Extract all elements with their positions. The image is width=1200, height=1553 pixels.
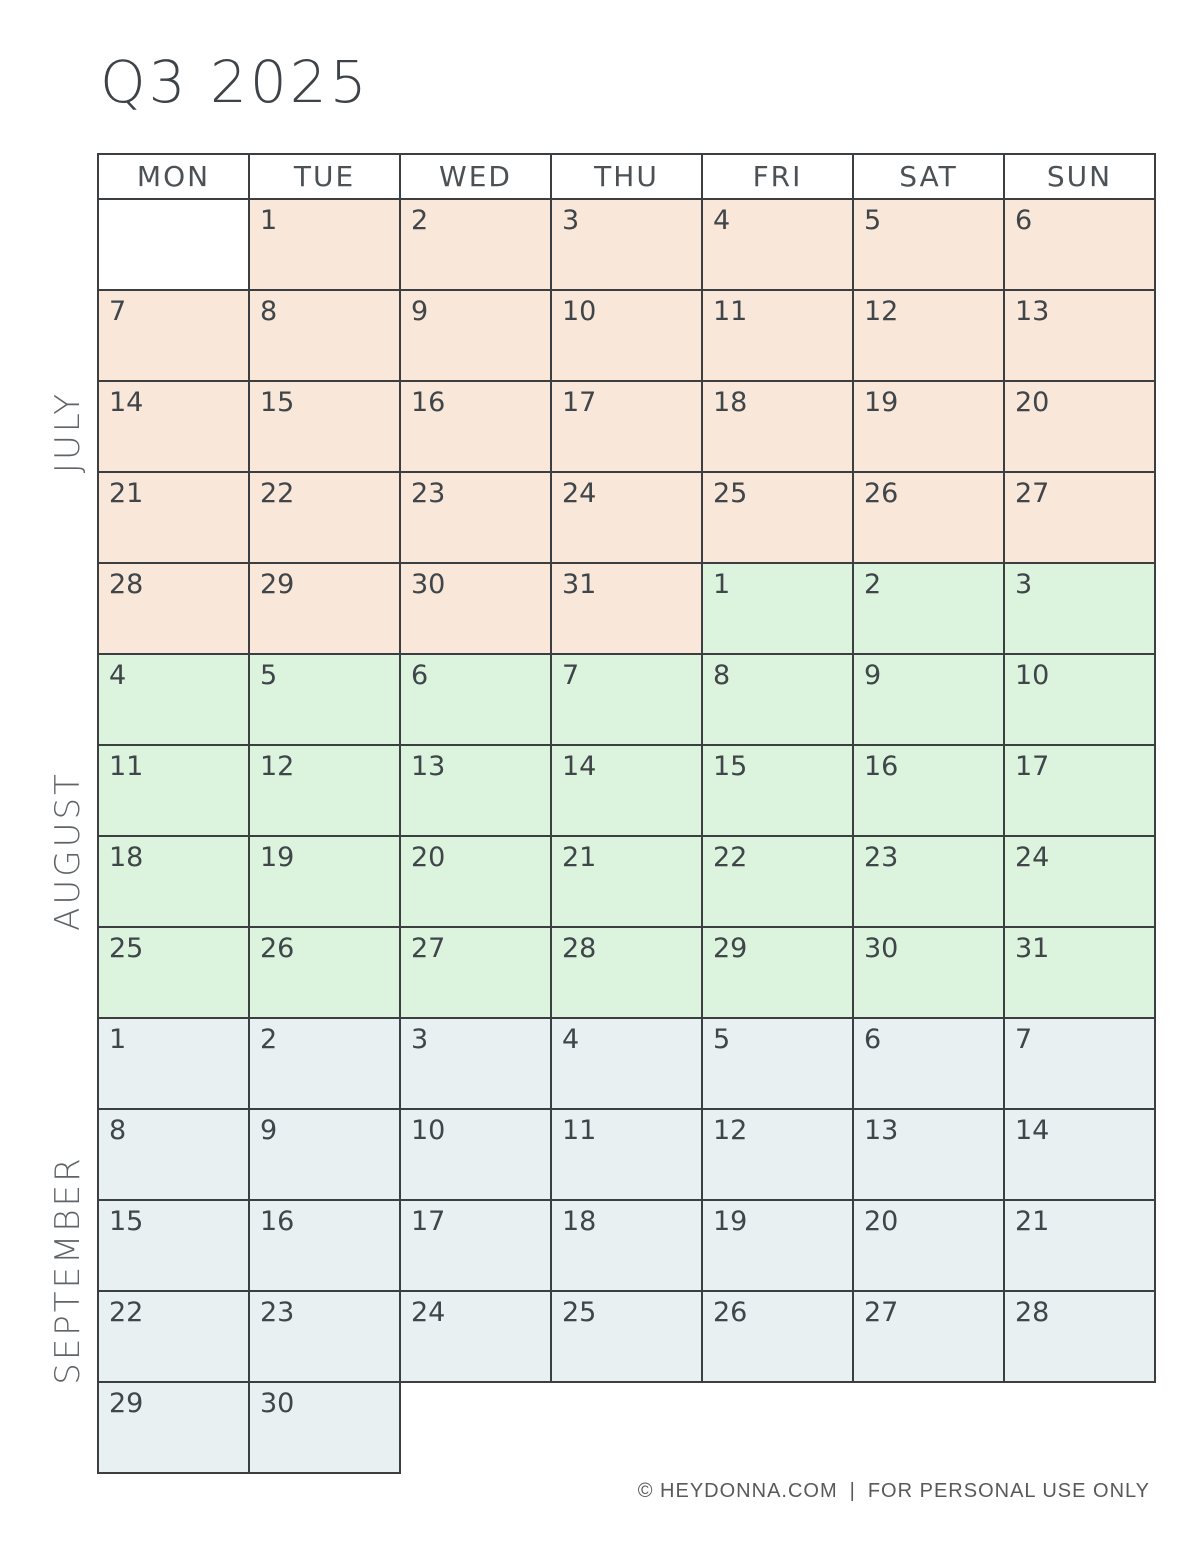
calendar-week-row [98,927,1155,1018]
day-cell [400,1109,551,1200]
day-cell [853,472,1004,563]
calendar-weeks [98,199,1155,1473]
day-cell [400,290,551,381]
day-cell [551,836,702,927]
weekday-header-sat: SAT [853,154,1004,199]
absent-cell [702,1382,853,1473]
calendar-week-row [98,199,1155,290]
day-cell [551,1018,702,1109]
weekday-header-wed: WED [400,154,551,199]
day-number: 16 [411,387,446,418]
day-number: 29 [713,933,748,964]
day-number: 30 [260,1388,295,1419]
day-cell [249,654,400,745]
calendar-week-row [98,1200,1155,1291]
day-number: 2 [260,1024,278,1055]
day-number: 15 [713,751,748,782]
day-number: 29 [260,569,295,600]
day-cell [551,1109,702,1200]
day-cell [702,472,853,563]
blank-cell [98,199,249,290]
day-number: 25 [109,933,144,964]
day-cell [249,1200,400,1291]
day-number: 12 [713,1115,748,1146]
day-cell [249,836,400,927]
day-number: 2 [864,569,882,600]
day-number: 1 [109,1024,127,1055]
day-number: 24 [1015,842,1050,873]
day-number: 14 [109,387,144,418]
day-cell [249,1382,400,1473]
day-number: 21 [562,842,597,873]
day-cell [551,745,702,836]
day-cell [98,1382,249,1473]
day-cell [249,1109,400,1200]
day-cell [853,654,1004,745]
day-number: 31 [1015,933,1050,964]
day-number: 20 [1015,387,1050,418]
day-number: 1 [713,569,731,600]
footer-usage: FOR PERSONAL USE ONLY [867,1480,1150,1502]
day-number: 28 [109,569,144,600]
day-number: 6 [1015,205,1033,236]
absent-cell [551,1382,702,1473]
day-cell [551,199,702,290]
day-cell [1004,1018,1155,1109]
day-number: 11 [713,296,748,327]
day-number: 9 [864,660,882,691]
day-number: 14 [562,751,597,782]
day-number: 10 [562,296,597,327]
day-cell [249,472,400,563]
day-cell [98,654,249,745]
day-cell [98,290,249,381]
day-number: 18 [713,387,748,418]
day-cell [702,654,853,745]
day-number: 17 [1015,751,1050,782]
day-cell [702,381,853,472]
day-number: 29 [109,1388,144,1419]
day-number: 26 [864,478,899,509]
day-number: 5 [864,205,882,236]
day-number: 10 [411,1115,446,1146]
weekday-header-fri: FRI [702,154,853,199]
day-cell [1004,290,1155,381]
day-number: 24 [562,478,597,509]
day-number: 15 [109,1206,144,1237]
day-number: 16 [260,1206,295,1237]
day-cell [400,381,551,472]
day-cell [702,1109,853,1200]
day-cell [702,745,853,836]
day-number: 25 [713,478,748,509]
day-cell [702,199,853,290]
day-cell [98,1291,249,1382]
day-cell [702,927,853,1018]
calendar-week-row [98,1382,1155,1473]
day-number: 8 [260,296,278,327]
day-cell [249,1018,400,1109]
day-cell [98,1109,249,1200]
day-number: 12 [864,296,899,327]
day-cell [853,745,1004,836]
footer-divider: | [849,1480,856,1502]
day-number: 15 [260,387,295,418]
day-number: 4 [713,205,731,236]
day-cell [853,1200,1004,1291]
day-number: 22 [713,842,748,873]
day-cell [1004,1291,1155,1382]
day-cell [249,563,400,654]
day-number: 26 [260,933,295,964]
day-cell [551,1200,702,1291]
day-number: 13 [864,1115,899,1146]
day-number: 21 [109,478,144,509]
day-cell [249,199,400,290]
day-number: 1 [260,205,278,236]
day-number: 3 [411,1024,429,1055]
day-number: 7 [109,296,127,327]
day-number: 6 [864,1024,882,1055]
day-cell [400,563,551,654]
weekday-header-sun: SUN [1004,154,1155,199]
day-cell [249,381,400,472]
calendar-week-row [98,654,1155,745]
day-number: 31 [562,569,597,600]
day-cell [702,290,853,381]
day-number: 2 [411,205,429,236]
day-number: 3 [1015,569,1033,600]
day-number: 13 [411,751,446,782]
day-cell [400,199,551,290]
day-number: 22 [109,1297,144,1328]
day-cell [702,1200,853,1291]
day-cell [1004,927,1155,1018]
day-number: 8 [109,1115,127,1146]
day-number: 28 [1015,1297,1050,1328]
day-number: 9 [411,296,429,327]
day-cell [853,927,1004,1018]
day-number: 8 [713,660,731,691]
absent-cell [1004,1382,1155,1473]
day-number: 25 [562,1297,597,1328]
day-cell [98,745,249,836]
day-cell [702,563,853,654]
calendar-week-row [98,472,1155,563]
calendar-week-row [98,381,1155,472]
day-cell [551,1291,702,1382]
absent-cell [853,1382,1004,1473]
day-cell [400,472,551,563]
footer [638,1480,1150,1503]
day-cell [702,1291,853,1382]
day-cell [853,199,1004,290]
day-cell [551,927,702,1018]
day-cell [1004,1109,1155,1200]
day-number: 18 [562,1206,597,1237]
day-cell [400,1200,551,1291]
day-number: 19 [713,1206,748,1237]
calendar-week-row [98,563,1155,654]
day-cell [98,1018,249,1109]
footer-copyright: © HEYDONNA.COM [637,1480,838,1502]
day-cell [400,836,551,927]
day-number: 4 [109,660,127,691]
day-number: 27 [411,933,446,964]
day-number: 10 [1015,660,1050,691]
day-cell [400,927,551,1018]
day-cell [98,927,249,1018]
day-cell [1004,836,1155,927]
day-number: 20 [864,1206,899,1237]
day-number: 20 [411,842,446,873]
day-cell [1004,199,1155,290]
day-number: 23 [411,478,446,509]
day-number: 7 [562,660,580,691]
day-cell [400,745,551,836]
day-cell [702,836,853,927]
month-label-july: JULY [48,390,88,474]
day-cell [853,836,1004,927]
day-number: 23 [864,842,899,873]
day-cell [98,381,249,472]
day-number: 9 [260,1115,278,1146]
day-cell [98,1200,249,1291]
day-number: 11 [562,1115,597,1146]
weekday-header-mon: MON [98,154,249,199]
day-number: 27 [864,1297,899,1328]
day-number: 3 [562,205,580,236]
day-cell [551,654,702,745]
calendar-week-row [98,745,1155,836]
day-number: 26 [713,1297,748,1328]
day-number: 21 [1015,1206,1050,1237]
day-cell [551,381,702,472]
calendar-week-row [98,1291,1155,1382]
absent-cell [400,1382,551,1473]
day-number: 24 [411,1297,446,1328]
month-label-september: SEPTEMBER [48,1155,88,1385]
day-number: 23 [260,1297,295,1328]
day-cell [1004,381,1155,472]
day-cell [98,563,249,654]
day-cell [853,563,1004,654]
day-cell [249,745,400,836]
day-cell [1004,1200,1155,1291]
day-cell [400,1291,551,1382]
day-number: 30 [864,933,899,964]
weekday-header-tue: TUE [249,154,400,199]
day-cell [98,836,249,927]
day-number: 14 [1015,1115,1050,1146]
day-cell [249,290,400,381]
day-number: 30 [411,569,446,600]
day-number: 27 [1015,478,1050,509]
day-number: 5 [260,660,278,691]
day-number: 18 [109,842,144,873]
day-cell [1004,745,1155,836]
day-cell [249,927,400,1018]
day-cell [1004,563,1155,654]
calendar-week-row [98,1018,1155,1109]
day-number: 7 [1015,1024,1033,1055]
day-cell [853,1109,1004,1200]
day-number: 16 [864,751,899,782]
day-number: 12 [260,751,295,782]
day-number: 28 [562,933,597,964]
day-number: 13 [1015,296,1050,327]
calendar-week-row [98,290,1155,381]
day-cell [551,472,702,563]
day-cell [853,1291,1004,1382]
day-cell [551,563,702,654]
day-cell [98,472,249,563]
day-number: 19 [864,387,899,418]
day-number: 4 [562,1024,580,1055]
calendar-week-row [98,1109,1155,1200]
day-cell [249,1291,400,1382]
month-label-august: AUGUST [48,771,88,931]
day-cell [853,381,1004,472]
day-cell [853,1018,1004,1109]
day-cell [853,290,1004,381]
day-number: 19 [260,842,295,873]
day-number: 6 [411,660,429,691]
day-cell [702,1018,853,1109]
day-cell [400,654,551,745]
day-number: 22 [260,478,295,509]
day-cell [551,290,702,381]
day-cell [1004,472,1155,563]
day-number: 17 [411,1206,446,1237]
day-cell [400,1018,551,1109]
page-title: Q3 2025 [100,48,370,116]
calendar-week-row [98,836,1155,927]
weekday-header-row [98,154,1155,199]
quarter-calendar-table [97,153,1156,1474]
day-number: 11 [109,751,144,782]
day-number: 5 [713,1024,731,1055]
day-number: 17 [562,387,597,418]
day-cell [1004,654,1155,745]
weekday-header-thu: THU [551,154,702,199]
